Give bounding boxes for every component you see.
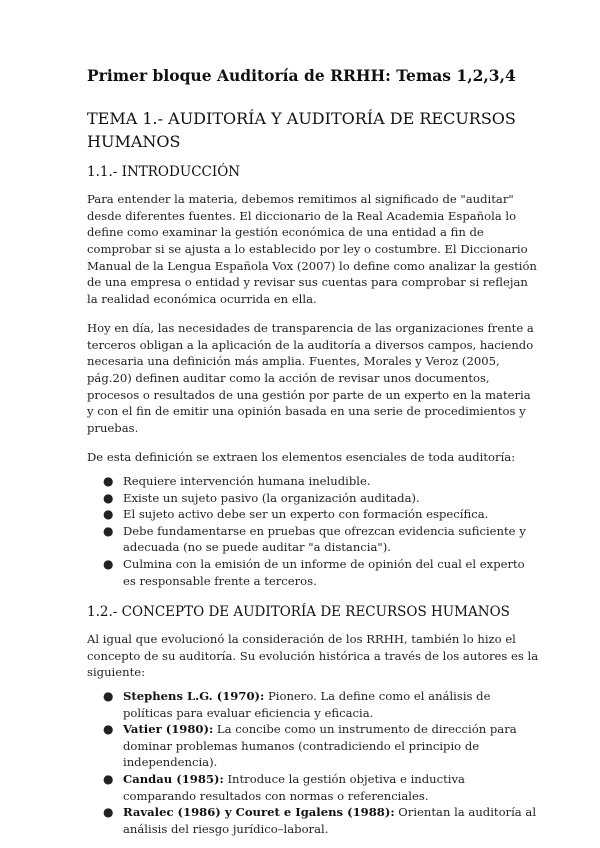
list-item: [103, 556, 540, 589]
bullet-icon: ●: [103, 771, 114, 786]
bullet-icon: ●: [103, 474, 114, 489]
bullet-icon: ●: [103, 557, 114, 572]
list-item: [103, 506, 540, 523]
paragraph-evolucion: Al igual que evolucionó la consideración de los RRHH, también lo hizo el concepto de su auditoría. Su evolución histórica a través de los autores es la siguiente:: [87, 632, 539, 680]
list-item-text: Requiere intervención humana ineludible.: [123, 474, 371, 489]
section-heading-introduccion: 1.1.- INTRODUCCIÓN: [87, 164, 241, 181]
paragraph-transparencia: Hoy en día, las necesidades de transparencia de las organizaciones frente a terceros obligan a la aplicación de la auditoría a diversos campos, haciendo necesaria una definición más amplia. Fuentes, Morales y Veroz (2005, pág.20) definen auditar como la acción de revisar unos documentos, procesos o resultados de una gestión por parte de un experto en la materia y con el fin de emitir una opinión basada en una serie de procedimientos y pruebas.: [87, 321, 534, 435]
paragraph-definicion: Para entender la materia, debemos remitimos al significado de "auditar" desde diferentes fuentes. El diccionario de la Real Academia Española lo define como examinar la gestión económica de una entidad a fin de comprobar si se ajusta a lo establecido por ley o costumbre. El Diccionario Manual de la Lengua Española Vox (2007) lo define como analizar la gestión de una empresa o entidad y revisar sus cuentas para comprobar si reflejan la realidad económica ocurrida en ella.: [87, 192, 537, 306]
elementos-list: [87, 473, 540, 589]
list-item: [103, 523, 540, 556]
tema-heading: TEMA 1.- AUDITORÍA Y AUDITORÍA DE RECURSOS HUMANOS: [87, 109, 516, 152]
list-item: [103, 688, 540, 721]
list-item-text: Culmina con la emisión de un informe de opinión del cual el experto es responsable frente a terceros.: [123, 557, 525, 588]
list-item: [103, 771, 540, 804]
author-name: Vatier (1980):: [123, 722, 214, 737]
list-item: [103, 804, 540, 837]
author-description: Introduce la gestión objetiva e inductiva comparando resultados con normas o referenciales.: [123, 771, 465, 803]
list-item: [103, 721, 540, 771]
autores-list: [87, 688, 540, 837]
bullet-icon: ●: [103, 805, 114, 820]
list-item: [103, 490, 540, 507]
author-name: Candau (1985):: [123, 771, 224, 786]
list-item-text: El sujeto activo debe ser un experto con formación específica.: [123, 507, 489, 522]
bullet-icon: ●: [103, 722, 114, 737]
bullet-icon: ●: [103, 688, 114, 703]
document-title: Primer bloque Auditoría de RRHH: Temas 1,2,3,4: [87, 66, 516, 85]
bullet-icon: ●: [103, 490, 114, 505]
bullet-icon: ●: [103, 507, 114, 522]
bullet-icon: ●: [103, 523, 114, 538]
author-description: Orientan la auditoría al análisis del riesgo jurídico–laboral.: [123, 805, 537, 836]
author-description: La concibe como un instrumento de dirección para dominar problemas humanos (contradiciendo el principio de independencia).: [123, 722, 517, 770]
list-item-text: Debe fundamentarse en pruebas que ofrezcan evidencia suficiente y adecuada (no se puede auditar "a distancia").: [123, 523, 526, 555]
author-name: Stephens L.G. (1970):: [123, 688, 265, 703]
section-heading-concepto: 1.2.- CONCEPTO DE AUDITORÍA DE RECURSOS HUMANOS: [87, 604, 510, 621]
list-item-text: Existe un sujeto pasivo (la organización auditada).: [123, 490, 420, 505]
list-item: [103, 473, 540, 490]
paragraph-elementos: De esta definición se extraen los elementos esenciales de toda auditoría:: [87, 450, 516, 465]
author-description: Pionero. La define como el análisis de políticas para evaluar eficiencia y eficacia.: [123, 688, 491, 720]
author-name: Ravalec (1986) y Couret e Igalens (1988):: [123, 805, 395, 820]
